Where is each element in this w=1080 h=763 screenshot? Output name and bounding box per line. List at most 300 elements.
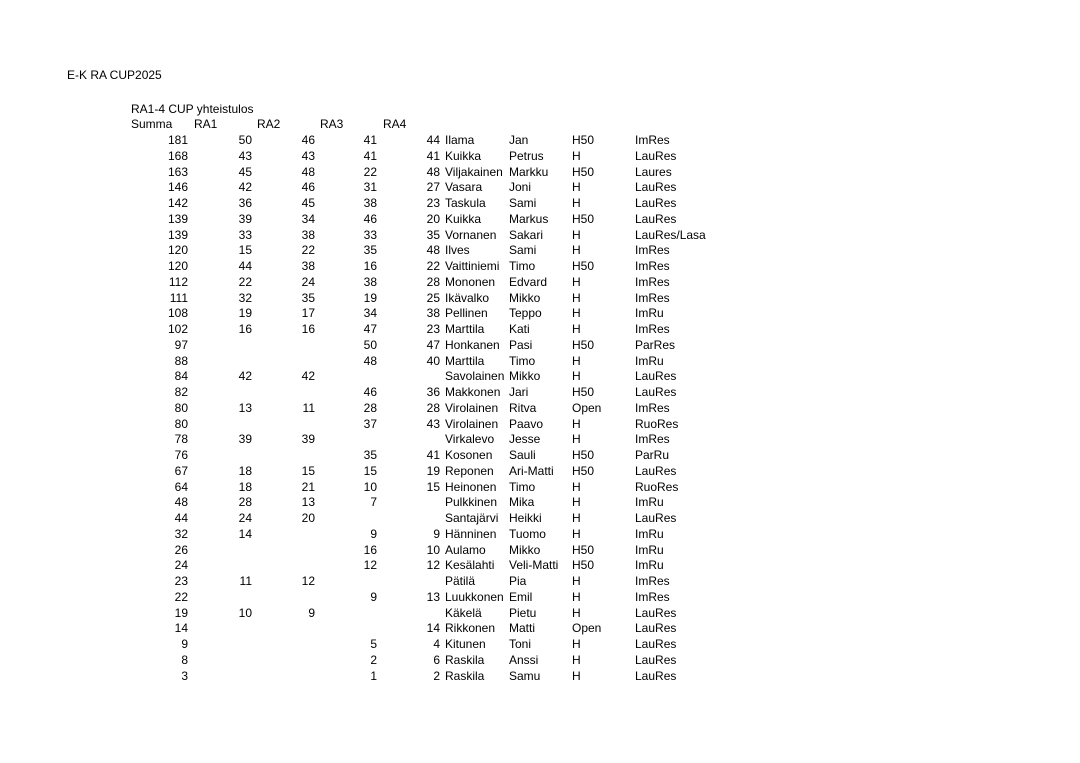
table-row — [0, 322, 1080, 338]
table-row — [0, 259, 1080, 275]
lastname-cell: Kuikka — [445, 148, 482, 163]
club-cell: ImRu — [635, 353, 664, 368]
club-cell: ImRes — [635, 589, 670, 604]
table-row — [0, 291, 1080, 307]
class-cell: H — [572, 196, 581, 210]
sum-cell: 120 — [167, 259, 188, 273]
sum-cell: 23 — [174, 574, 188, 588]
ra3-cell: 33 — [363, 227, 377, 242]
ra4-cell: 41 — [426, 148, 440, 163]
ra3-cell: 7 — [370, 495, 377, 510]
class-cell: H — [572, 479, 581, 494]
class-cell: H — [572, 306, 581, 321]
firstname-cell: Sauli — [509, 448, 536, 462]
ra4-cell: 14 — [426, 621, 440, 636]
firstname-cell: Emil — [509, 589, 533, 604]
lastname-cell: Heinonen — [445, 479, 497, 494]
sum-cell: 82 — [174, 385, 188, 399]
sum-cell: 26 — [174, 542, 188, 557]
table-row — [0, 165, 1080, 181]
lastname-cell: Santajärvi — [445, 511, 499, 525]
firstname-cell: Mika — [509, 495, 535, 510]
club-cell: ImRes — [635, 290, 670, 305]
ra1-cell: 44 — [238, 259, 252, 273]
club-cell: LauRes — [635, 668, 677, 683]
header-sum: Summa — [131, 117, 173, 131]
lastname-cell: Rikkonen — [445, 621, 496, 636]
club-cell: LauRes — [635, 385, 677, 399]
ra4-cell: 38 — [426, 306, 440, 321]
table-row — [0, 511, 1080, 527]
sum-cell: 88 — [174, 353, 188, 368]
club-cell: LauRes — [635, 605, 677, 620]
lastname-cell: Ilves — [445, 243, 470, 258]
club-cell: ImRes — [635, 243, 670, 258]
header-ra2: RA2 — [257, 117, 281, 131]
ra3-cell: 15 — [363, 463, 377, 478]
sum-cell: 44 — [174, 511, 188, 525]
ra2-cell: 24 — [301, 274, 315, 289]
club-cell: ParRes — [635, 337, 676, 352]
sum-cell: 139 — [167, 211, 188, 226]
lastname-cell: Kitunen — [445, 637, 486, 651]
lastname-cell: Honkanen — [445, 337, 500, 352]
table-row — [0, 180, 1080, 196]
firstname-cell: Jan — [509, 133, 529, 147]
class-cell: H — [572, 180, 581, 195]
firstname-cell: Edvard — [509, 274, 548, 289]
club-cell: LauRes — [635, 369, 677, 384]
club-cell: ImRes — [635, 574, 670, 588]
class-cell: H — [572, 526, 581, 541]
lastname-cell: Savolainen — [445, 369, 505, 384]
class-cell: H — [572, 227, 581, 242]
ra4-cell: 9 — [433, 526, 440, 541]
lastname-cell: Kuikka — [445, 211, 482, 226]
class-cell: H — [572, 652, 581, 667]
table-row — [0, 543, 1080, 559]
firstname-cell: Veli-Matti — [509, 558, 559, 573]
table-row — [0, 212, 1080, 228]
ra2-cell: 39 — [301, 432, 315, 447]
class-cell: H50 — [572, 259, 595, 273]
table-row — [0, 432, 1080, 448]
ra4-cell: 23 — [426, 196, 440, 210]
class-cell: H — [572, 243, 581, 258]
sum-cell: 22 — [174, 589, 188, 604]
table-row — [0, 306, 1080, 322]
ra2-cell: 16 — [301, 322, 315, 336]
ra1-cell: 32 — [238, 290, 252, 305]
club-cell: ImRu — [635, 558, 664, 573]
ra4-cell: 48 — [426, 164, 440, 179]
lastname-cell: Taskula — [445, 196, 486, 210]
ra1-cell: 10 — [238, 605, 252, 620]
results-table — [0, 133, 1080, 684]
ra3-cell: 22 — [363, 164, 377, 179]
firstname-cell: Ari-Matti — [509, 463, 554, 478]
sum-cell: 80 — [174, 400, 188, 415]
ra2-cell: 13 — [301, 495, 315, 510]
firstname-cell: Mikko — [509, 542, 541, 557]
club-cell: ImRu — [635, 526, 664, 541]
firstname-cell: Markku — [509, 164, 549, 179]
ra1-cell: 36 — [238, 196, 252, 210]
club-cell: LauRes — [635, 196, 677, 210]
firstname-cell: Timo — [509, 479, 536, 494]
lastname-cell: Viljakainen — [445, 164, 503, 179]
firstname-cell: Sakari — [509, 227, 544, 242]
ra2-cell: 46 — [301, 180, 315, 195]
ra2-cell: 48 — [301, 164, 315, 179]
page-title: E-K RA CUP2025 — [67, 68, 162, 82]
class-cell: H — [572, 369, 581, 384]
class-cell: H — [572, 668, 581, 683]
table-row — [0, 401, 1080, 417]
club-cell: LauRes — [635, 511, 677, 525]
table-row — [0, 621, 1080, 637]
ra1-cell: 50 — [238, 133, 252, 147]
firstname-cell: Timo — [509, 353, 536, 368]
sum-cell: 84 — [174, 369, 188, 384]
ra4-cell: 25 — [426, 290, 440, 305]
ra2-cell: 43 — [301, 148, 315, 163]
table-row — [0, 527, 1080, 543]
firstname-cell: Sami — [509, 196, 537, 210]
firstname-cell: Joni — [509, 180, 532, 195]
ra3-cell: 5 — [370, 637, 377, 651]
sum-cell: 139 — [167, 227, 188, 242]
table-row — [0, 606, 1080, 622]
firstname-cell: Ritva — [509, 400, 537, 415]
firstname-cell: Petrus — [509, 148, 544, 163]
ra4-cell: 35 — [426, 227, 440, 242]
ra4-cell: 19 — [426, 463, 440, 478]
ra1-cell: 28 — [238, 495, 252, 510]
club-cell: ImRes — [635, 133, 670, 147]
club-cell: LauRes/Lasa — [635, 227, 706, 242]
ra3-cell: 16 — [363, 259, 377, 273]
firstname-cell: Matti — [509, 621, 536, 636]
lastname-cell: Marttila — [445, 353, 485, 368]
header-ra1: RA1 — [194, 117, 218, 131]
sum-cell: 112 — [168, 274, 188, 289]
firstname-cell: Markus — [509, 211, 549, 226]
lastname-cell: Vornanen — [445, 227, 497, 242]
ra1-cell: 33 — [238, 227, 252, 242]
class-cell: H50 — [572, 448, 595, 462]
ra4-cell: 23 — [426, 322, 440, 336]
table-row — [0, 558, 1080, 574]
ra4-cell: 44 — [426, 133, 440, 147]
class-cell: H — [572, 432, 581, 447]
firstname-cell: Tuomo — [509, 526, 546, 541]
table-row — [0, 385, 1080, 401]
ra3-cell: 19 — [363, 290, 377, 305]
club-cell: LauRes — [635, 463, 677, 478]
table-row — [0, 637, 1080, 653]
results-subtitle: RA1-4 CUP yhteistulos — [131, 102, 254, 116]
lastname-cell: Virolainen — [445, 416, 499, 431]
firstname-cell: Mikko — [509, 290, 541, 305]
class-cell: H — [572, 416, 581, 431]
table-row — [0, 653, 1080, 669]
table-row — [0, 669, 1080, 685]
lastname-cell: Raskila — [445, 668, 485, 683]
ra3-cell: 35 — [363, 448, 377, 462]
lastname-cell: Virkalevo — [445, 432, 495, 447]
lastname-cell: Kosonen — [445, 448, 493, 462]
header-ra4: RA4 — [383, 117, 407, 131]
ra4-cell: 28 — [426, 400, 440, 415]
ra3-cell: 10 — [363, 479, 377, 494]
ra1-cell: 18 — [238, 479, 252, 494]
ra3-cell: 47 — [363, 322, 377, 336]
ra2-cell: 21 — [301, 479, 315, 494]
sum-cell: 111 — [169, 290, 188, 305]
firstname-cell: Kati — [509, 322, 530, 336]
ra3-cell: 31 — [363, 180, 377, 195]
sum-cell: 24 — [174, 558, 188, 573]
ra2-cell: 11 — [302, 400, 315, 415]
firstname-cell: Sami — [509, 243, 537, 258]
ra4-cell: 12 — [426, 558, 440, 573]
ra3-cell: 50 — [363, 337, 377, 352]
class-cell: H — [572, 637, 581, 651]
firstname-cell: Pietu — [509, 605, 537, 620]
class-cell: H — [572, 148, 581, 163]
ra2-cell: 38 — [301, 259, 315, 273]
ra4-cell: 43 — [426, 416, 440, 431]
ra1-cell: 45 — [238, 164, 252, 179]
ra3-cell: 37 — [363, 416, 377, 431]
lastname-cell: Luukkonen — [445, 589, 504, 604]
firstname-cell: Samu — [509, 668, 541, 683]
table-row — [0, 448, 1080, 464]
ra2-cell: 35 — [301, 290, 315, 305]
ra3-cell: 2 — [370, 652, 377, 667]
firstname-cell: Timo — [509, 259, 536, 273]
ra1-cell: 42 — [238, 369, 252, 384]
ra3-cell: 9 — [370, 526, 377, 541]
class-cell: H50 — [572, 164, 595, 179]
lastname-cell: Kesälahti — [445, 558, 495, 573]
table-row — [0, 480, 1080, 496]
lastname-cell: Pulkkinen — [445, 495, 498, 510]
ra1-cell: 43 — [238, 148, 252, 163]
ra4-cell: 28 — [426, 274, 440, 289]
sum-cell: 14 — [174, 621, 188, 636]
sum-cell: 67 — [174, 463, 188, 478]
club-cell: ImRes — [635, 274, 670, 289]
lastname-cell: Käkelä — [445, 605, 482, 620]
ra3-cell: 46 — [363, 385, 377, 399]
class-cell: H50 — [572, 463, 595, 478]
ra1-cell: 11 — [239, 574, 252, 588]
ra1-cell: 14 — [238, 526, 252, 541]
sum-cell: 142 — [167, 196, 188, 210]
ra4-cell: 13 — [426, 589, 440, 604]
sum-cell: 120 — [167, 243, 188, 258]
table-row — [0, 243, 1080, 259]
class-cell: H — [572, 589, 581, 604]
firstname-cell: Heikki — [509, 511, 542, 525]
club-cell: ImRu — [635, 495, 664, 510]
ra1-cell: 16 — [238, 322, 252, 336]
club-cell: LauRes — [635, 621, 677, 636]
class-cell: Open — [572, 621, 602, 636]
sum-cell: 163 — [167, 164, 188, 179]
ra1-cell: 19 — [238, 306, 252, 321]
firstname-cell: Pia — [509, 574, 527, 588]
ra2-cell: 9 — [308, 605, 315, 620]
ra4-cell: 48 — [426, 243, 440, 258]
club-cell: ImRes — [635, 432, 670, 447]
ra2-cell: 46 — [301, 133, 315, 147]
class-cell: H — [572, 511, 581, 525]
ra2-cell: 45 — [301, 196, 315, 210]
ra3-cell: 9 — [370, 589, 377, 604]
lastname-cell: Hänninen — [445, 526, 497, 541]
table-row — [0, 275, 1080, 291]
class-cell: H50 — [572, 337, 595, 352]
table-row — [0, 369, 1080, 385]
ra2-cell: 12 — [301, 574, 315, 588]
ra4-cell: 22 — [426, 259, 440, 273]
class-cell: H50 — [572, 211, 595, 226]
sum-cell: 8 — [181, 652, 188, 667]
ra4-cell: 6 — [433, 652, 440, 667]
class-cell: H — [572, 605, 581, 620]
firstname-cell: Anssi — [509, 652, 539, 667]
ra2-cell: 20 — [301, 511, 315, 525]
ra4-cell: 20 — [426, 211, 440, 226]
class-cell: H — [572, 353, 581, 368]
ra4-cell: 36 — [426, 385, 440, 399]
sum-cell: 19 — [174, 605, 188, 620]
firstname-cell: Mikko — [509, 369, 541, 384]
ra2-cell: 42 — [301, 369, 315, 384]
ra3-cell: 16 — [363, 542, 377, 557]
ra4-cell: 40 — [426, 353, 440, 368]
sum-cell: 76 — [174, 448, 188, 462]
lastname-cell: Mononen — [445, 274, 496, 289]
class-cell: H50 — [572, 385, 595, 399]
table-row — [0, 590, 1080, 606]
club-cell: LauRes — [635, 180, 677, 195]
ra3-cell: 46 — [363, 211, 377, 226]
club-cell: LauRes — [635, 637, 677, 651]
lastname-cell: Ilama — [445, 133, 475, 147]
club-cell: ImRes — [635, 400, 670, 415]
table-row — [0, 464, 1080, 480]
table-row — [0, 196, 1080, 212]
ra1-cell: 18 — [238, 463, 252, 478]
club-cell: RuoRes — [635, 416, 679, 431]
ra3-cell: 41 — [363, 148, 377, 163]
ra3-cell: 38 — [363, 196, 377, 210]
ra3-cell: 41 — [363, 133, 377, 147]
ra3-cell: 34 — [363, 306, 377, 321]
sum-cell: 168 — [167, 148, 188, 163]
club-cell: ImRu — [635, 542, 664, 557]
table-row — [0, 133, 1080, 149]
sum-cell: 32 — [174, 526, 188, 541]
ra4-cell: 10 — [426, 542, 440, 557]
ra4-cell: 27 — [426, 180, 440, 195]
class-cell: H50 — [572, 558, 595, 573]
ra1-cell: 22 — [238, 274, 252, 289]
club-cell: LauRes — [635, 652, 677, 667]
club-cell: Laures — [635, 164, 672, 179]
ra1-cell: 13 — [238, 400, 252, 415]
table-row — [0, 574, 1080, 590]
club-cell: RuoRes — [635, 479, 679, 494]
ra3-cell: 1 — [370, 668, 377, 683]
club-cell: ParRu — [635, 448, 670, 462]
ra1-cell: 42 — [238, 180, 252, 195]
ra2-cell: 38 — [301, 227, 315, 242]
sum-cell: 108 — [167, 306, 188, 321]
table-row — [0, 228, 1080, 244]
sum-cell: 3 — [181, 668, 188, 683]
ra1-cell: 24 — [238, 511, 252, 525]
class-cell: H — [572, 574, 581, 588]
table-row — [0, 417, 1080, 433]
club-cell: ImRes — [635, 259, 670, 273]
sum-cell: 48 — [174, 495, 188, 510]
ra3-cell: 12 — [363, 558, 377, 573]
ra3-cell: 35 — [363, 243, 377, 258]
ra4-cell: 2 — [433, 668, 440, 683]
table-row — [0, 354, 1080, 370]
lastname-cell: Raskila — [445, 652, 485, 667]
ra1-cell: 39 — [238, 432, 252, 447]
class-cell: H50 — [572, 133, 595, 147]
ra2-cell: 15 — [301, 463, 315, 478]
firstname-cell: Toni — [509, 637, 532, 651]
firstname-cell: Paavo — [509, 416, 544, 431]
firstname-cell: Jari — [509, 385, 529, 399]
class-cell: Open — [572, 400, 602, 415]
ra2-cell: 17 — [301, 306, 315, 321]
ra2-cell: 34 — [301, 211, 315, 226]
class-cell: H — [572, 322, 581, 336]
ra4-cell: 15 — [426, 479, 440, 494]
ra2-cell: 22 — [301, 243, 315, 258]
ra4-cell: 4 — [433, 637, 440, 651]
lastname-cell: Vasara — [445, 180, 483, 195]
sum-cell: 146 — [167, 180, 188, 195]
class-cell: H — [572, 290, 581, 305]
ra1-cell: 15 — [238, 243, 252, 258]
ra3-cell: 28 — [363, 400, 377, 415]
lastname-cell: Makkonen — [445, 385, 501, 399]
lastname-cell: Pätilä — [445, 574, 476, 588]
class-cell: H — [572, 495, 581, 510]
firstname-cell: Pasi — [509, 337, 533, 352]
ra1-cell: 39 — [238, 211, 252, 226]
firstname-cell: Jesse — [509, 432, 541, 447]
sum-cell: 181 — [167, 133, 188, 147]
sum-cell: 102 — [167, 322, 188, 336]
sum-cell: 9 — [181, 637, 188, 651]
table-row — [0, 149, 1080, 165]
firstname-cell: Teppo — [509, 306, 542, 321]
club-cell: ImRes — [635, 322, 670, 336]
lastname-cell: Ikävalko — [445, 290, 490, 305]
lastname-cell: Pellinen — [445, 306, 488, 321]
